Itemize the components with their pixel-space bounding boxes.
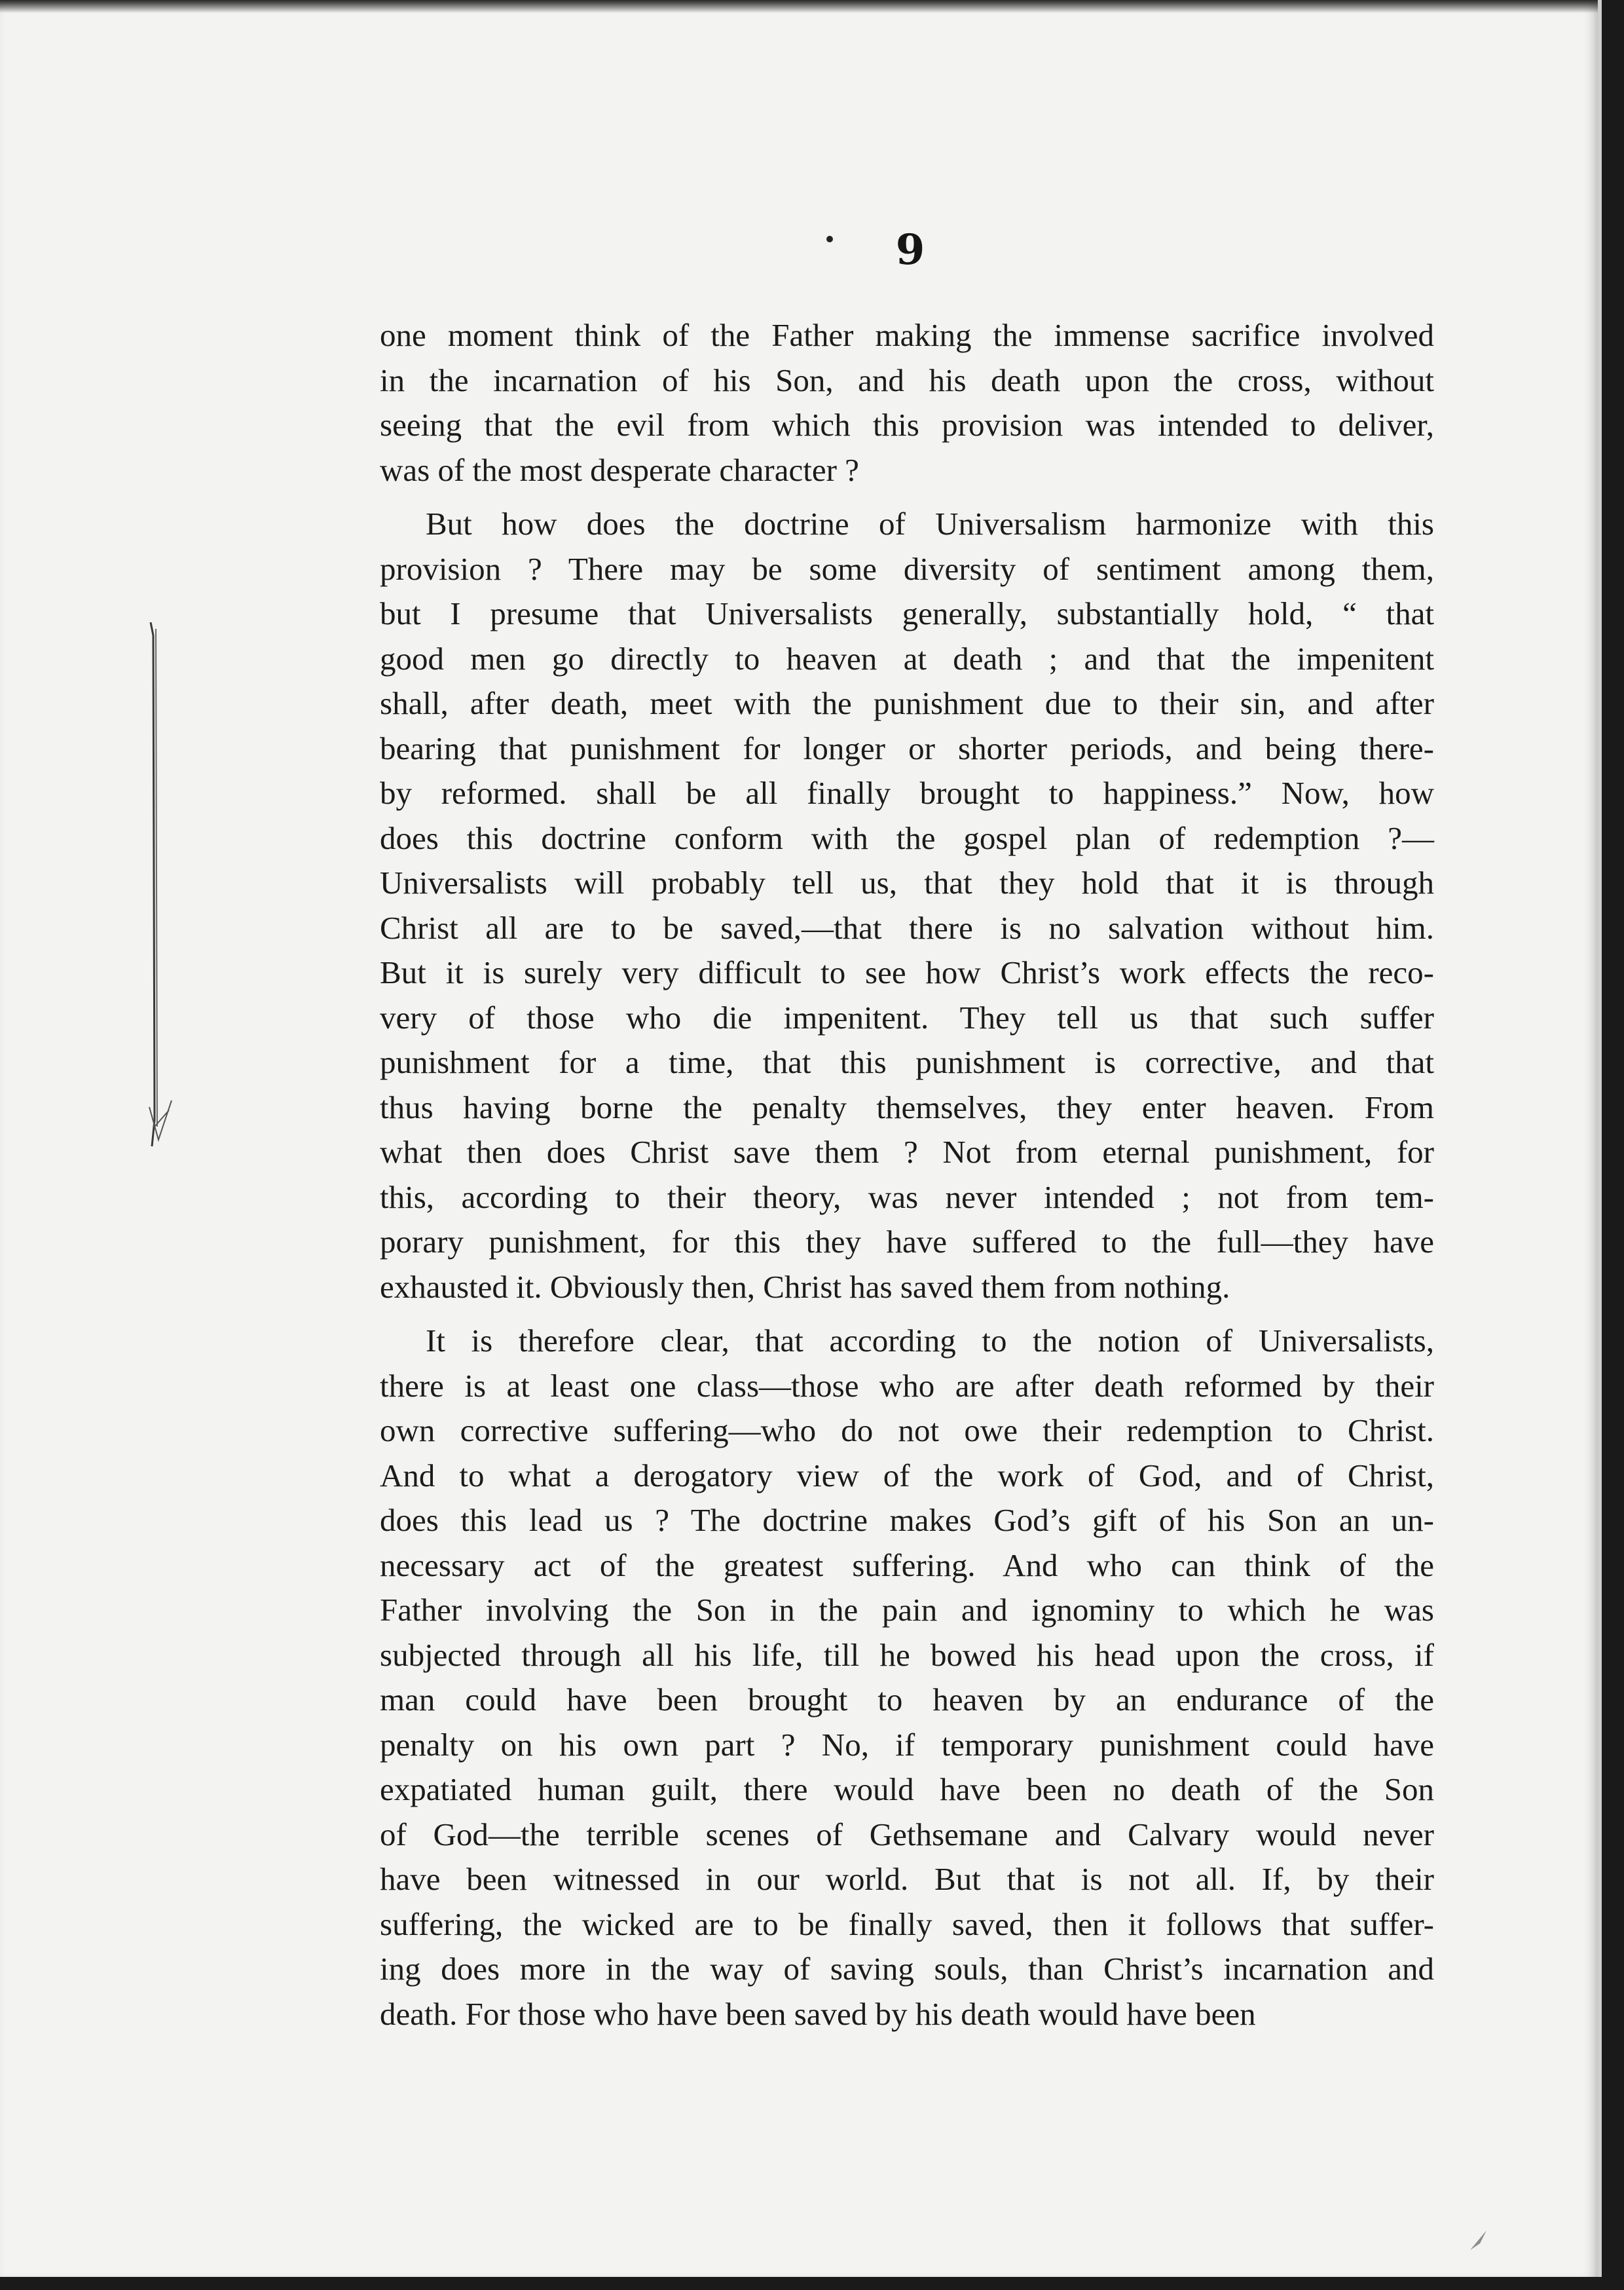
text-line: necessary act of the greatest suffering. And who can think of the (380, 1547, 1434, 1583)
text-line: suffering, the wicked are to be finally saved, then it follows that suffer- (380, 1905, 1434, 1942)
text-line: thus having borne the penalty themselves, they enter heaven. From (380, 1089, 1434, 1125)
text-line: Christ all are to be saved,—that there is no salvation without him. (380, 909, 1434, 946)
text-line: what then does Christ save them ? Not from eternal punishment, for (380, 1134, 1434, 1170)
text-line: one moment think of the Father making the immense sacrifice involved (380, 317, 1434, 353)
text-line: porary punishment, for this they have suffered to the full—they have (380, 1224, 1434, 1260)
text-line: man could have been brought to heaven by an endurance of the (380, 1681, 1434, 1718)
text-line: But it is surely very difficult to see how Christ’s work effects the reco- (380, 954, 1434, 990)
text-line: bearing that punishment for longer or shorter periods, and being there- (380, 730, 1434, 766)
scan-top-edge (0, 0, 1598, 13)
text-line: by reformed. shall be all finally brought to happiness.” Now, how (380, 775, 1434, 811)
text-line: seeing that the evil from which this provision was intended to deliver, (380, 407, 1434, 443)
text-line: And to what a derogatory view of the work of God, and of Christ, (380, 1457, 1434, 1493)
body-text (380, 313, 1434, 2046)
text-line: expatiated human guilt, there would have been no death of the Son (380, 1771, 1434, 1807)
text-line: subjected through all his life, till he bowed his head upon the cross, if (380, 1636, 1434, 1673)
ink-dot (826, 236, 833, 242)
text-line: very of those who die impenitent. They tell us that such suffer (380, 999, 1434, 1036)
text-line: shall, after death, meet with the punishment due to their sin, and after (380, 685, 1434, 721)
text-line: does this doctrine conform with the gospel plan of redemption ?— (380, 819, 1434, 856)
text-line: this, according to their theory, was never intended ; not from tem- (380, 1178, 1434, 1215)
text-line: of God—the terrible scenes of Gethsemane and Calvary would never (380, 1816, 1434, 1852)
margin-bracket-mark (145, 622, 185, 1159)
text-line: Universalists will probably tell us, that they hold that it is through (380, 865, 1434, 901)
corner-smudge (1467, 2227, 1493, 2253)
text-line: exhausted it. Obviously then, Christ has saved them from nothing. (380, 1268, 1230, 1305)
text-line: have been witnessed in our world. But that is not all. If, by their (380, 1861, 1434, 1897)
text-line: in the incarnation of his Son, and his death upon the cross, without (380, 362, 1434, 398)
paragraph (380, 502, 1434, 1309)
text-line: But how does the doctrine of Universalism harmonize with this (426, 506, 1434, 542)
text-line: Father involving the Son in the pain and ignominy to which he was (380, 1592, 1434, 1628)
text-line: was of the most desperate character ? (380, 451, 859, 488)
paragraph (380, 1319, 1434, 2037)
text-line: penalty on his own part ? No, if temporary punishment could have (380, 1726, 1434, 1763)
text-line: but I presume that Universalists generally, substantially hold, “ that (380, 595, 1434, 631)
text-line: It is therefore clear, that according to the notion of Universalists, (426, 1323, 1434, 1359)
text-line: there is at least one class—those who are after death reformed by their (380, 1367, 1434, 1404)
text-line: punishment for a time, that this punishment is corrective, and that (380, 1044, 1434, 1080)
text-line: provision ? There may be some diversity of sentiment among them, (380, 550, 1434, 587)
text-line: death. For those who have been saved by his death would have been (380, 1995, 1256, 2032)
page-number: 9 (895, 225, 925, 274)
text-line: ing does more in the way of saving souls, than Christ’s incarnation and (380, 1951, 1434, 1987)
text-line: does this lead us ? The doctrine makes God’s gift of his Son an un- (380, 1502, 1434, 1538)
text-line: good men go directly to heaven at death ; and that the impenitent (380, 640, 1434, 677)
text-line: own corrective suffering—who do not owe their redemption to Christ. (380, 1412, 1434, 1448)
paragraph (380, 313, 1434, 493)
